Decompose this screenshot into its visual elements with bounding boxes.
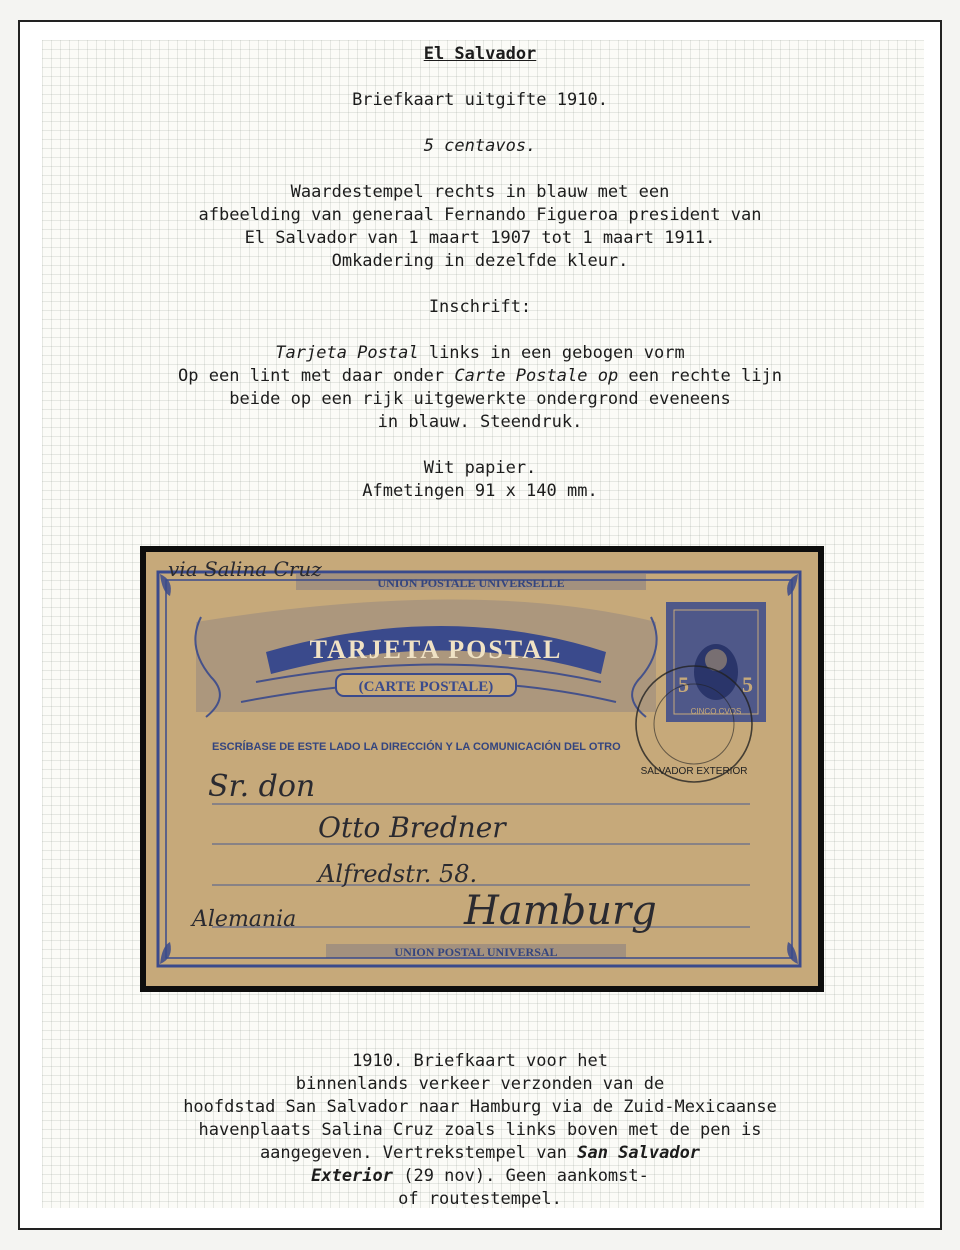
handwritten-salutation: Sr. don <box>208 769 316 804</box>
inscription-italic-tarjeta: Tarjeta Postal <box>275 343 419 363</box>
card-instruction: ESCRÍBASE DE ESTE LADO LA DIRECCIÓN Y LA COMUNICACIÓN DEL OTRO <box>212 741 621 753</box>
dimensions-line: Afmetingen 91 x 140 mm. <box>362 481 598 501</box>
inscription-line-2-rest: een rechte lijn <box>618 366 782 386</box>
stamp-desc-1: Waardestempel rechts in blauw met een <box>290 182 670 202</box>
handwritten-name: Otto Bredner <box>318 811 506 844</box>
caption-line-4: havenplaats Salina Cruz zoals links boven met de pen is <box>198 1120 762 1140</box>
stamp-value-right: 5 <box>742 672 753 697</box>
bottom-band-text: UNION POSTAL UNIVERSAL <box>394 945 558 959</box>
stamp-desc-4: Omkadering in dezelfde kleur. <box>331 251 629 271</box>
handwritten-routing: via Salina Cruz <box>168 557 322 581</box>
inscription-heading: Inschrift: <box>428 297 532 317</box>
handwritten-city: Hamburg <box>464 888 657 934</box>
caption-line-2: binnenlands verkeer verzonden van de <box>295 1074 665 1094</box>
inscription-line-1-rest: links in een gebogen vorm <box>418 343 685 363</box>
handwritten-street: Alfredstr. 58. <box>318 860 478 888</box>
caption-line-1: 1910. Briefkaart voor het <box>352 1051 608 1071</box>
inscription-line-3: beide op een rijk uitgewerkte ondergrond eveneens <box>229 389 731 409</box>
inscription-line-4: in blauw. Steendruk. <box>377 412 583 432</box>
inscription-line-1 <box>0 342 960 365</box>
caption-line-3: hoofdstad San Salvador naar Hamburg via de Zuid-Mexicaanse <box>183 1097 777 1117</box>
caption-line-5-start: aangegeven. Vertrekstempel van <box>259 1143 578 1163</box>
stamp-desc-3: El Salvador van 1 maart 1907 tot 1 maart 1911. <box>244 228 716 248</box>
postcard-image <box>146 552 818 986</box>
inscription-line-2 <box>0 365 960 388</box>
caption-san-salvador: San Salvador <box>577 1143 701 1163</box>
inscription-line-2-space <box>587 366 597 386</box>
inscription-italic-carte: Carte Postale <box>454 366 588 386</box>
stamp-desc-2: afbeelding van generaal Fernando Figueroa president van <box>198 205 762 225</box>
paper-line: Wit papier. <box>423 458 537 478</box>
stamp-value-text: CINCO CVOS <box>690 707 742 716</box>
issue-line: Briefkaart uitgifte 1910. <box>352 90 608 110</box>
caption-exterior: Exterior <box>311 1166 393 1186</box>
stamp-value-left: 5 <box>678 672 689 697</box>
value-line: 5 centavos. <box>423 136 537 156</box>
card-subtitle: (CARTE POSTALE) <box>358 679 494 695</box>
caption-line-7: of routestempel. <box>398 1189 562 1209</box>
inscription-italic-op: op <box>597 366 619 386</box>
caption-line-6-rest: (29 nov). Geen aankomst- <box>393 1166 649 1186</box>
inscription-line-2-start: Op een lint met daar onder <box>178 366 455 386</box>
caption-line-6 <box>0 1165 960 1188</box>
page-title: El Salvador <box>423 44 537 64</box>
postmark-text: SALVADOR EXTERIOR <box>640 766 748 777</box>
handwritten-country: Alemania <box>192 907 297 932</box>
top-band-text: UNION POSTALE UNIVERSELLE <box>377 576 565 590</box>
card-title: TARJETA POSTAL <box>309 635 563 664</box>
caption-line-5 <box>0 1142 960 1165</box>
